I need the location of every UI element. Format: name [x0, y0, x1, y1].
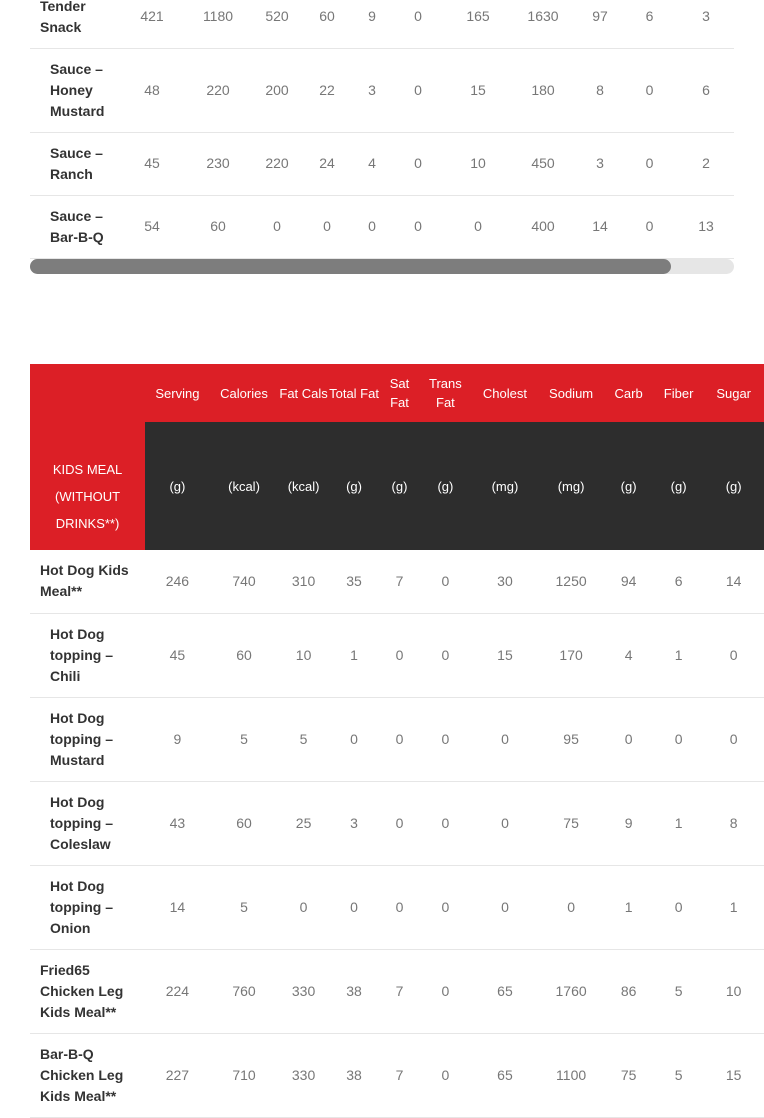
nutrient-value: 1760	[539, 949, 604, 1033]
nutrient-value: 60	[210, 781, 279, 865]
nutrient-value: 740	[210, 550, 279, 613]
nutrient-value: 0	[471, 865, 539, 949]
kids-meal-table	[30, 364, 752, 1104]
column-header: Sat Fat	[379, 364, 419, 422]
nutrient-value: 450	[507, 132, 579, 195]
nutrient-value: 38	[329, 949, 379, 1033]
nutrient-value: 0	[387, 195, 449, 258]
nutrient-value: 310	[278, 550, 328, 613]
kids-meal-title: KIDS MEAL (WITHOUT DRINKS**)	[30, 364, 145, 550]
nutrient-value: 710	[210, 1033, 279, 1117]
nutrient-value: 43	[145, 781, 210, 865]
nutrient-value: 95	[539, 697, 604, 781]
nutrient-value: 0	[379, 781, 419, 865]
nutrient-value: 65	[471, 1033, 539, 1117]
nutrient-value: 7	[379, 1033, 419, 1117]
nutrient-value: 22	[297, 48, 357, 132]
column-header: Fiber	[654, 364, 703, 422]
nutrient-value: 200	[257, 48, 297, 132]
nutrient-value: 0	[420, 613, 471, 697]
nutrient-value: 0	[420, 697, 471, 781]
nutrient-value: 400	[507, 195, 579, 258]
column-unit: (g)	[703, 422, 764, 550]
nutrient-value: 1	[654, 613, 703, 697]
nutrient-value: 1	[329, 613, 379, 697]
nutrient-value: 24	[297, 132, 357, 195]
item-name: Hot Dog topping – Onion	[30, 865, 145, 949]
nutrient-value: 6	[654, 550, 703, 613]
nutrient-value: 0	[420, 949, 471, 1033]
nutrient-value: 14	[145, 865, 210, 949]
nutrient-value: 3	[329, 781, 379, 865]
nutrient-value: 8	[703, 781, 764, 865]
nutrient-value: 60	[210, 613, 279, 697]
table-row	[30, 865, 764, 949]
column-header: Trans Fat	[420, 364, 471, 422]
scrollbar-thumb[interactable]	[30, 259, 671, 274]
nutrient-value: 1	[603, 865, 653, 949]
nutrient-value: 45	[125, 132, 179, 195]
nutrient-value: 224	[145, 949, 210, 1033]
item-name: Hot Dog topping – Mustard	[30, 697, 145, 781]
nutrient-value: 0	[297, 195, 357, 258]
nutrient-value: 0	[703, 613, 764, 697]
nutrient-value: 0	[420, 865, 471, 949]
nutrient-value: 9	[603, 781, 653, 865]
horizontal-scrollbar[interactable]	[30, 259, 734, 274]
nutrient-value: 0	[420, 550, 471, 613]
item-name: Hot Dog topping – Chili	[30, 613, 145, 697]
table-row	[30, 0, 734, 48]
nutrient-value: 94	[603, 550, 653, 613]
nutrient-value: 15	[449, 48, 507, 132]
nutrient-value: 0	[379, 613, 419, 697]
nutrient-value: 35	[329, 550, 379, 613]
nutrient-value: 0	[471, 697, 539, 781]
nutrient-value: 0	[257, 195, 297, 258]
nutrient-value: 1	[654, 781, 703, 865]
nutrient-value: 5	[210, 697, 279, 781]
table-body	[30, 550, 764, 1117]
column-unit: (kcal)	[210, 422, 279, 550]
nutrient-value: 2	[678, 132, 734, 195]
nutrient-value: 0	[387, 132, 449, 195]
nutrition-table-continued	[30, 0, 734, 259]
nutrient-value: 3	[579, 132, 621, 195]
nutrient-value: 220	[257, 132, 297, 195]
nutrient-value: 14	[579, 195, 621, 258]
item-name: Fried65 Chicken Leg Kids Meal**	[30, 949, 145, 1033]
nutrient-value: 9	[145, 697, 210, 781]
nutrient-value: 0	[278, 865, 328, 949]
column-unit: (g)	[420, 422, 471, 550]
table-row	[30, 781, 764, 865]
nutrient-value: 13	[678, 195, 734, 258]
nutrient-value: 25	[278, 781, 328, 865]
nutrient-value: 10	[449, 132, 507, 195]
nutrient-value: 0	[621, 48, 678, 132]
nutrient-value: 230	[179, 132, 257, 195]
column-header: Sugar	[703, 364, 764, 422]
nutrient-value: 180	[507, 48, 579, 132]
nutrient-value: 60	[297, 0, 357, 48]
table-row	[30, 550, 764, 613]
item-name: Bar-B-Q Chicken Leg Kids Meal**	[30, 1033, 145, 1117]
table-row	[30, 195, 734, 258]
nutrient-value: 0	[329, 697, 379, 781]
nutrient-value: 6	[621, 0, 678, 48]
nutrient-value: 0	[654, 865, 703, 949]
nutrient-value: 0	[603, 697, 653, 781]
nutrient-value: 0	[379, 865, 419, 949]
nutrient-value: 8	[579, 48, 621, 132]
column-name-row	[30, 364, 764, 422]
nutrient-value: 330	[278, 949, 328, 1033]
nutrient-value: 246	[145, 550, 210, 613]
nutrient-value: 15	[703, 1033, 764, 1117]
nutrient-value: 1630	[507, 0, 579, 48]
nutrient-value: 170	[539, 613, 604, 697]
nutrient-value: 5	[210, 865, 279, 949]
nutrient-value: 4	[357, 132, 387, 195]
nutrient-value: 14	[703, 550, 764, 613]
nutrient-value: 0	[621, 132, 678, 195]
column-unit: (kcal)	[278, 422, 328, 550]
nutrient-value: 1250	[539, 550, 604, 613]
table-body	[30, 0, 734, 258]
nutrient-value: 5	[654, 949, 703, 1033]
item-name: Sauce – Bar-B-Q	[30, 195, 125, 258]
table-row	[30, 613, 764, 697]
nutrient-value: 220	[179, 48, 257, 132]
item-name: Tender Snack	[30, 0, 125, 48]
column-unit: (g)	[145, 422, 210, 550]
nutrient-value: 227	[145, 1033, 210, 1117]
nutrient-value: 45	[145, 613, 210, 697]
column-header: Serving	[145, 364, 210, 422]
column-unit: (mg)	[471, 422, 539, 550]
nutrient-value: 15	[471, 613, 539, 697]
column-unit: (g)	[603, 422, 653, 550]
nutrient-value: 0	[357, 195, 387, 258]
nutrient-value: 1180	[179, 0, 257, 48]
nutrient-value: 330	[278, 1033, 328, 1117]
nutrient-value: 54	[125, 195, 179, 258]
nutrient-value: 65	[471, 949, 539, 1033]
column-unit: (g)	[329, 422, 379, 550]
table-row	[30, 48, 734, 132]
table-row	[30, 1033, 764, 1117]
column-header: Sodium	[539, 364, 604, 422]
nutrient-value: 0	[420, 1033, 471, 1117]
nutrient-value: 0	[420, 781, 471, 865]
column-unit: (g)	[654, 422, 703, 550]
nutrient-value: 7	[379, 550, 419, 613]
column-header: Fat Cals	[278, 364, 328, 422]
nutrient-value: 86	[603, 949, 653, 1033]
nutrient-value: 38	[329, 1033, 379, 1117]
nutrient-value: 5	[654, 1033, 703, 1117]
nutrient-value: 165	[449, 0, 507, 48]
table-row	[30, 132, 734, 195]
nutrient-value: 10	[703, 949, 764, 1033]
nutrient-value: 0	[621, 195, 678, 258]
nutrient-value: 0	[471, 781, 539, 865]
column-unit: (g)	[379, 422, 419, 550]
nutrient-value: 0	[449, 195, 507, 258]
nutrient-value: 7	[379, 949, 419, 1033]
column-header: Total Fat	[329, 364, 379, 422]
nutrient-value: 421	[125, 0, 179, 48]
nutrient-value: 0	[387, 0, 449, 48]
nutrient-value: 4	[603, 613, 653, 697]
nutrient-value: 48	[125, 48, 179, 132]
item-name: Sauce – Honey Mustard	[30, 48, 125, 132]
column-header: Carb	[603, 364, 653, 422]
nutrient-value: 520	[257, 0, 297, 48]
nutrient-value: 0	[539, 865, 604, 949]
column-unit: (mg)	[539, 422, 604, 550]
nutrient-value: 0	[387, 48, 449, 132]
nutrient-value: 0	[379, 697, 419, 781]
item-name: Hot Dog Kids Meal**	[30, 550, 145, 613]
item-name: Hot Dog topping – Coleslaw	[30, 781, 145, 865]
nutrient-value: 10	[278, 613, 328, 697]
nutrient-value: 1100	[539, 1033, 604, 1117]
nutrient-value: 760	[210, 949, 279, 1033]
nutrient-value: 6	[678, 48, 734, 132]
nutrient-value: 9	[357, 0, 387, 48]
item-name: Sauce – Ranch	[30, 132, 125, 195]
column-header: Cholest	[471, 364, 539, 422]
nutrient-value: 75	[603, 1033, 653, 1117]
nutrient-value: 3	[357, 48, 387, 132]
nutrient-value: 5	[278, 697, 328, 781]
nutrient-value: 60	[179, 195, 257, 258]
nutrient-value: 3	[678, 0, 734, 48]
nutrient-value: 0	[329, 865, 379, 949]
table-row	[30, 697, 764, 781]
nutrient-value: 75	[539, 781, 604, 865]
nutrient-value: 1	[703, 865, 764, 949]
nutrient-value: 30	[471, 550, 539, 613]
table-row	[30, 949, 764, 1033]
column-header: Calories	[210, 364, 279, 422]
nutrient-value: 97	[579, 0, 621, 48]
nutrient-value: 0	[703, 697, 764, 781]
nutrient-value: 0	[654, 697, 703, 781]
